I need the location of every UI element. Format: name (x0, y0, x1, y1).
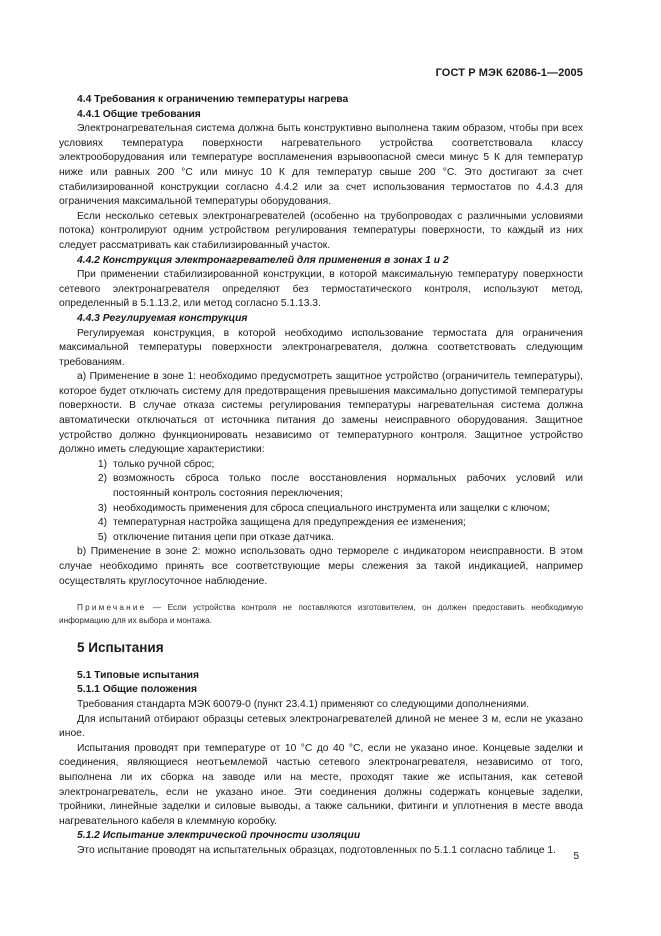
paragraph: Регулируемая конструкция, в которой необходимо использование термостата для ограничения максимальной температуры поверхности электронагревателя, должна соответствовать следующим требованиям. (59, 327, 583, 368)
list-item (94, 502, 583, 517)
paragraph: Электронагревательная система должна быть конструктивно выполнена таким образом, чтобы при всех условиях температура поверхности нагревательного устройства соответствовала классу электрооборудования или температуре воспламенения взрывоопасной смеси минус 5 К для температур ниже или равных 200 °С или минус 10 К для температур свыше 200 °С. Это достигают за счет стабилизированной конструкции согласно 4.4.2 или за счет использования термостатов по 4.4.3 для ограничения максимальной температуры оборудования. (59, 123, 583, 208)
paragraph: Если несколько сетевых электронагревателей (особенно на трубопроводах с различными условиями потока) контролируют одним устройством регулирования температуры поверхности, то каждый из них следует рассматривать как стабилизированный участок. (59, 210, 583, 251)
page-number: 5 (573, 851, 579, 862)
list-item-b: b) Применение в зоне 2: можно использовать одно термореле с индикатором неисправности. В этом случае необходимо принять все соответствующие меры слежения за такой индикацией, например осуществлять круглосуточное наблюдение. (59, 546, 583, 587)
list-item-a: а) Применение в зоне 1: необходимо предусмотреть защитное устройство (ограничитель температуры), которое будет отключать систему для предотвращения превышения максимально допустимой температуры поверхности. В случае отказа системы регулирования температуры нагревательная система должна автоматически отключаться от источника питания до замены неисправного оборудования. Защитное устройство должно функционировать независимо от температурного контроля. Защитное устройство должно иметь следующие характеристики: (59, 371, 583, 456)
note-label: Примечание (77, 603, 147, 613)
section-5-1-1-title: 5.1.1 Общие положения (77, 684, 197, 696)
list-item (94, 516, 583, 531)
list-item-text: температурная настройка защищена для предупреждения ее изменения; (113, 517, 466, 529)
list-item-text: необходимость применения для сброса специального инструмента или защелки с ключом; (113, 502, 550, 514)
paragraph: При применении стабилизированной конструкции, в которой максимальную температуру поверхности сетевого электронагревателя определяют без термостатического контроля, используют метод, определенный в 5.1.13.2, или метод согласно 5.1.13.3. (59, 269, 583, 310)
list-item-number: 3) (97, 502, 107, 514)
document-header: ГОСТ Р МЭК 62086-1—2005 (435, 67, 583, 79)
section-4-4-title: 4.4 Требования к ограничению температуры нагрева (77, 94, 349, 105)
list-item-number: 2) (97, 473, 107, 485)
note (59, 602, 583, 627)
list-item-text: только ручной сброс; (113, 458, 215, 470)
paragraph: Для испытаний отбирают образцы сетевых электронагревателей длиной не менее 3 м, если не указано иное. (59, 713, 583, 740)
list-item-text: отключение питания цепи при отказе датчика. (113, 531, 335, 543)
protective-device-requirements-list (59, 458, 583, 546)
section-4-4-2-title: 4.4.2 Конструкция электронагревателей для применения в зонах 1 и 2 (77, 254, 449, 266)
section-5-1-2-title: 5.1.2 Испытание электрической прочности изоляции (77, 830, 361, 842)
paragraph: Требования стандарта МЭК 60079-0 (пункт 23.4.1) применяют со следующими дополнениями. (77, 698, 530, 710)
list-item (94, 531, 583, 546)
paragraph: Испытания проводят при температуре от 10 °С до 40 °С, если не указано иное. Концевые заделки и соединения, являющиеся неотъемлемой частью сетевого электронагревателя, независимо от того, выполнена ли их сборка на заводе или на месте, проходят такие же испытания, как сетевой электронагреватель, если не указано иное. Эти соединения должны содержать концевые заделки, тройники, линейные заделки и силовые выводы, а также сальники, фитинги и уплотнения в месте ввода нагревательного кабеля в клеммную коробку. (59, 742, 583, 827)
list-item (94, 458, 583, 473)
list-item-number: 4) (97, 517, 107, 529)
list-item-text: возможность сброса только после восстановления нормальных рабочих условий или постоянный контроль состояния переключения; (113, 473, 583, 500)
document-body (59, 93, 583, 859)
section-4-4-1-title: 4.4.1 Общие требования (77, 108, 201, 120)
list-item (94, 472, 583, 501)
note-text: — Если устройства контроля не поставляются изготовителем, он должен предоставить необходимую информацию для их выбора и монтажа. (59, 603, 583, 625)
section-4-4-3-title: 4.4.3 Регулируемая конструкция (77, 312, 248, 324)
section-5-1-title: 5.1 Типовые испытания (77, 669, 200, 681)
section-5-title: 5 Испытания (77, 640, 164, 656)
paragraph: Это испытание проводят на испытательных образцах, подготовленных по 5.1.1 согласно таблице 1. (77, 844, 557, 856)
list-item-number: 1) (97, 458, 107, 470)
list-item-number: 5) (97, 531, 107, 543)
